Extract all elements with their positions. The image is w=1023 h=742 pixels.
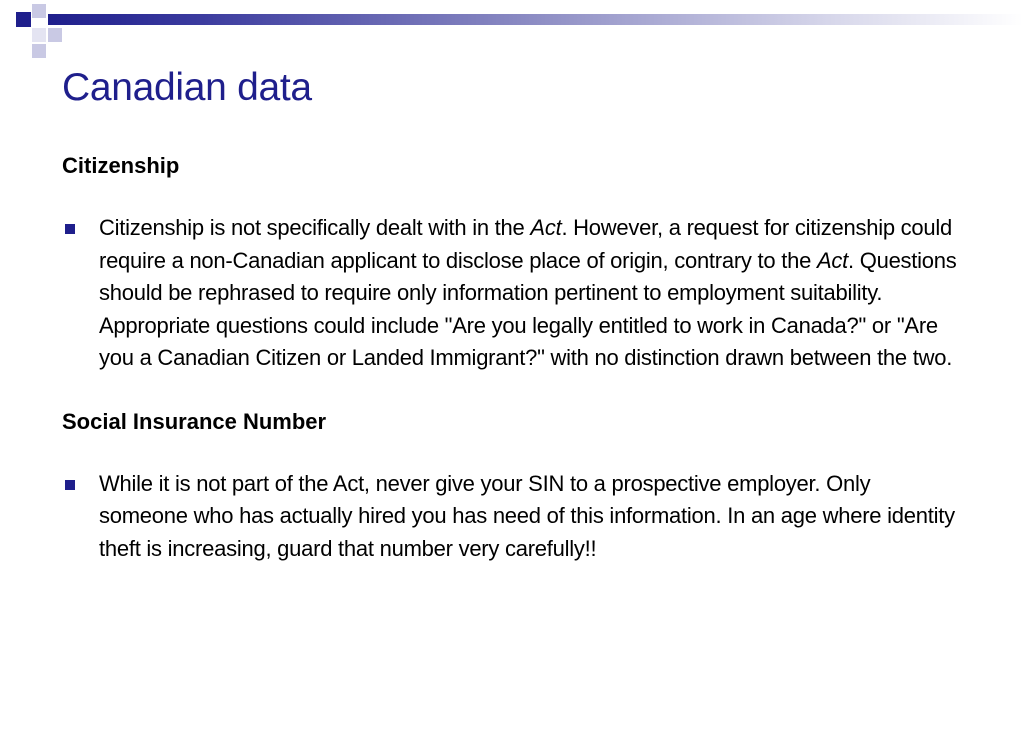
header-gradient-bar [48,14,1023,25]
text-segment: . However, a request for citizenship could require a non-Canadian applicant to disclose place of origin, contrary to the [99,215,953,273]
section-social-insurance-number [62,406,962,566]
italic-act: Act [816,247,848,273]
decorative-square [16,12,31,27]
decorative-square [32,44,46,58]
section-citizenship [62,150,962,375]
slide-body [62,150,962,565]
text-segment: . Questions should be rephrased to require only information pertinent to employment suitability. Appropriate questions could include "Are you legally entitled to work in Canada?" or "Are you a Canadian Citizen or Landed Immigrant?" with no distinction drawn between the two. [99,247,957,370]
bullet-item [62,212,962,375]
italic-act: Act [530,215,562,240]
section-heading: Social Insurance Number [62,408,327,434]
bullet-text [99,212,962,375]
text-segment: Citizenship is not specifically dealt with in the [99,215,531,240]
slide-title: Canadian data [62,66,312,109]
decorative-square [48,28,62,42]
decorative-square [32,4,46,18]
square-bullet-icon [65,224,75,234]
bullet-text: While it is not part of the Act, never give your SIN to a prospective employer. Only someone who has actually hired you has need of this information. In an age where identity theft is increasing, guard that number very carefully!! [99,470,955,561]
section-heading: Citizenship [62,153,180,178]
decorative-square [32,28,46,42]
bullet-item [62,468,962,566]
square-bullet-icon [65,480,75,490]
